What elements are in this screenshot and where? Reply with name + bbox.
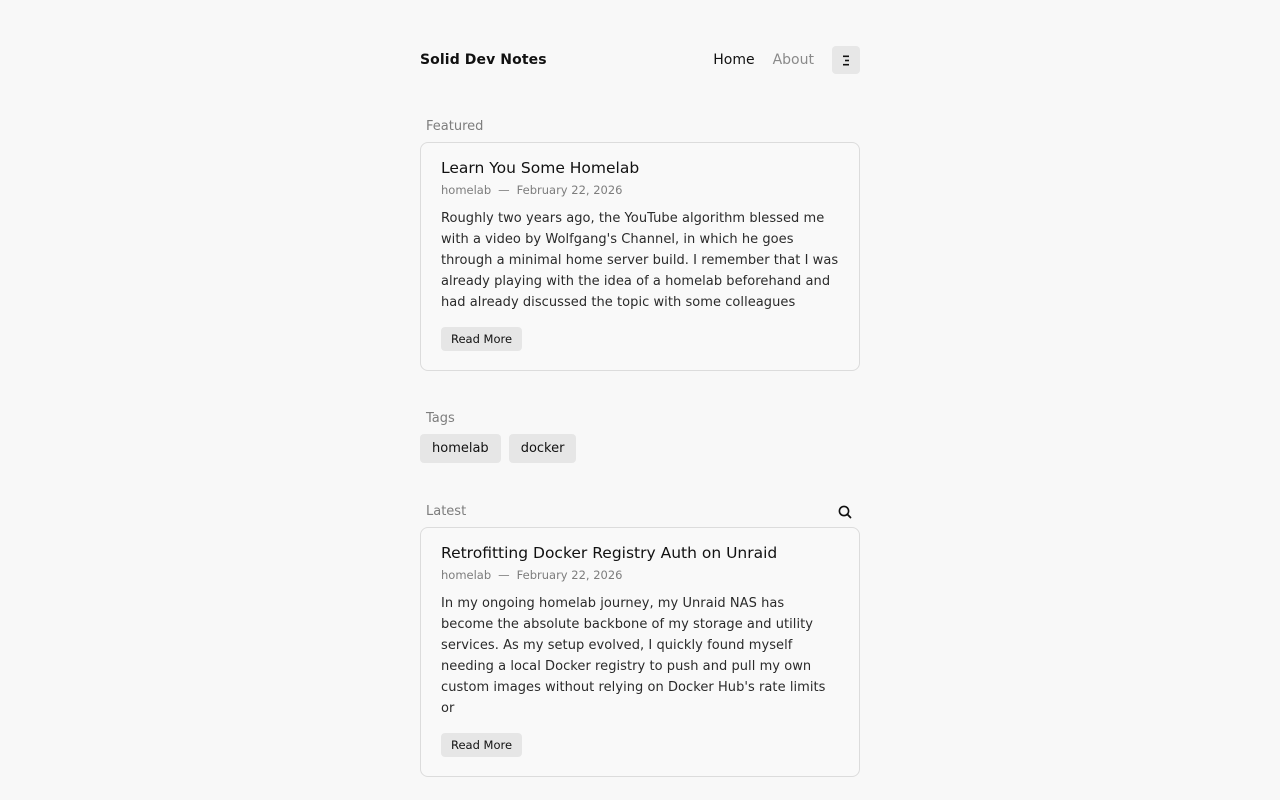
post-excerpt: In my ongoing homelab journey, my Unraid NAS has become the absolute backbone of my storage and utility services. As my setup evolved, I quickly found myself needing a local Docker registry to push and pull my own custom images without relying on Docker Hub's rate limits or xyxy=(441,596,826,716)
post-tag: homelab xyxy=(441,568,492,582)
menu-icon xyxy=(842,55,850,66)
meta-separator: — xyxy=(498,183,510,197)
site-title[interactable]: Solid Dev Notes xyxy=(420,52,547,68)
latest-header xyxy=(420,502,860,522)
tags-label: Tags xyxy=(426,411,455,426)
latest-post-card xyxy=(420,527,860,777)
featured-post-card xyxy=(420,142,860,371)
post-title[interactable]: Retrofitting Docker Registry Auth on Unraid xyxy=(441,544,778,562)
featured-label: Featured xyxy=(426,119,484,134)
post-date: February 22, 2026 xyxy=(516,183,623,197)
search-icon[interactable] xyxy=(837,504,853,520)
site-header xyxy=(420,46,860,74)
read-more-button[interactable]: Read More xyxy=(441,733,522,757)
post-meta xyxy=(441,567,839,583)
latest-label: Latest xyxy=(426,504,467,519)
post-meta xyxy=(441,182,839,198)
post-title[interactable]: Learn You Some Homelab xyxy=(441,159,640,177)
nav-home-link[interactable]: Home xyxy=(713,52,755,68)
tag-list xyxy=(420,434,860,463)
tag-docker[interactable]: docker xyxy=(509,434,577,463)
post-tag: homelab xyxy=(441,183,492,197)
read-more-button[interactable]: Read More xyxy=(441,327,522,351)
nav-about-link[interactable]: About xyxy=(772,52,814,68)
meta-separator: — xyxy=(498,568,510,582)
menu-button[interactable] xyxy=(832,46,860,74)
main-nav xyxy=(713,46,860,74)
page xyxy=(420,0,860,777)
tag-homelab[interactable]: homelab xyxy=(420,434,501,463)
post-date: February 22, 2026 xyxy=(516,568,623,582)
post-excerpt: Roughly two years ago, the YouTube algorithm blessed me with a video by Wolfgang's Channel, in which he goes through a minimal home server build. I remember that I was already playing with the idea of a homelab beforehand and had already discussed the topic with some colleagues xyxy=(441,211,839,310)
